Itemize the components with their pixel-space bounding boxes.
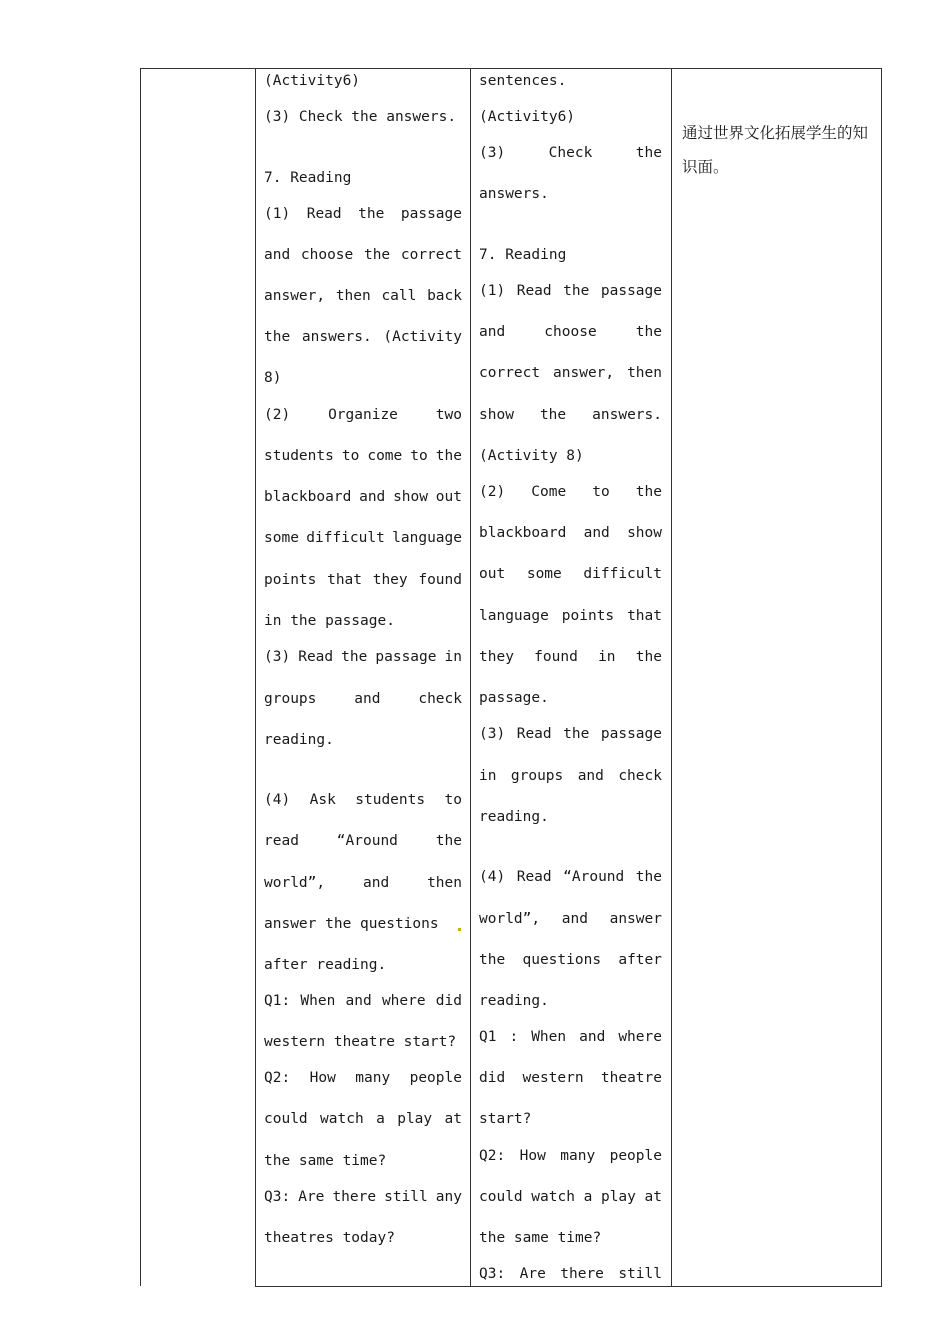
student-activity-line: start? — [479, 1111, 532, 1127]
student-activity-line: 7. Reading — [479, 247, 567, 263]
student-activity-line: reading. — [479, 993, 549, 1009]
student-activity-line: language points that — [479, 608, 662, 624]
highlight-dot — [458, 928, 461, 931]
teacher-activity-line: world”, and then — [264, 875, 462, 891]
teacher-activity-line: points that they found — [264, 572, 462, 588]
student-activity-line: and choose the — [479, 324, 662, 340]
teacher-activity-line: Q1: When and where did — [264, 993, 462, 1009]
teacher-activity-line: theatres today? — [264, 1230, 395, 1246]
table-border-top — [140, 68, 882, 69]
teacher-activity-line: (Activity6) — [264, 73, 361, 89]
column-divider-2 — [470, 68, 471, 1286]
teacher-activity-line: (4) Ask students to — [264, 792, 462, 808]
teacher-activity-line: (1) Read the passage — [264, 206, 462, 222]
student-activity-line: (4) Read “Around the — [479, 869, 662, 885]
teacher-activity-line: reading. — [264, 732, 334, 748]
teacher-activity-line: Q3: Are there still any — [264, 1189, 462, 1205]
student-activity-line: (1) Read the passage — [479, 283, 662, 299]
teacher-activity-line: (3) Read the passage in — [264, 649, 462, 665]
teacher-activity-line: answer, then call back — [264, 288, 462, 304]
teacher-activity-line: 8) — [264, 370, 282, 386]
student-activity-line: (Activity6) — [479, 109, 576, 125]
teacher-activity-line: 7. Reading — [264, 170, 352, 186]
teacher-activity-line: read “Around the — [264, 833, 462, 849]
teacher-activity-line: answer the questions — [264, 916, 439, 932]
column-divider-3 — [671, 68, 672, 1286]
teacher-activity-line: and choose the correct — [264, 247, 462, 263]
student-activity-line: did western theatre — [479, 1070, 662, 1086]
student-activity-line: show the answers. — [479, 407, 662, 423]
student-activity-line: (3) Read the passage — [479, 726, 662, 742]
student-activity-line: reading. — [479, 809, 549, 825]
student-activity-line: could watch a play at — [479, 1189, 662, 1205]
teacher-activity-line: could watch a play at — [264, 1111, 462, 1127]
student-activity-line: blackboard and show — [479, 525, 662, 541]
student-activity-line: correct answer, then — [479, 365, 662, 381]
student-activity-line: answers. — [479, 186, 549, 202]
student-activity-line: in groups and check — [479, 768, 662, 784]
student-activity-line: passage. — [479, 690, 549, 706]
student-activity-line: (2) Come to the — [479, 484, 662, 500]
student-activity-line: the same time? — [479, 1230, 602, 1246]
student-activity-line: Q2: How many people — [479, 1148, 662, 1164]
teacher-activity-line: blackboard and show out — [264, 489, 462, 505]
teacher-activity-line: (3) Check the answers. — [264, 109, 457, 125]
teacher-activity-line: Q2: How many people — [264, 1070, 462, 1086]
table-border-bottom — [255, 1286, 882, 1287]
teacher-activity-line: groups and check — [264, 691, 462, 707]
student-activity-line: (3) Check the — [479, 145, 662, 161]
student-activity-line: Q1 : When and where — [479, 1029, 662, 1045]
teacher-activity-line: after reading. — [264, 957, 387, 973]
teacher-activity-line: (2) Organize two — [264, 407, 462, 423]
student-activity-line: out some difficult — [479, 566, 662, 582]
teacher-activity-line: in the passage. — [264, 613, 395, 629]
student-activity-line: world”, and answer — [479, 911, 662, 927]
table-border-right — [881, 68, 882, 1287]
teacher-activity-line: students to come to the — [264, 448, 462, 464]
student-activity-line: (Activity 8) — [479, 448, 584, 464]
column-divider-1 — [255, 68, 256, 1286]
design-intent-text: 通过世界文化拓展学生的知识面。 — [682, 124, 869, 176]
teacher-activity-line: some difficult language — [264, 530, 462, 546]
table-border-left — [140, 68, 141, 1286]
student-activity-line: they found in the — [479, 649, 662, 665]
teacher-activity-line: the same time? — [264, 1153, 387, 1169]
teacher-activity-line: western theatre start? — [264, 1034, 457, 1050]
student-activity-line: Q3: Are there still — [479, 1266, 662, 1282]
teacher-activity-line: the answers. (Activity — [264, 329, 462, 345]
student-activity-line: sentences. — [479, 73, 567, 89]
student-activity-line: the questions after — [479, 952, 662, 968]
